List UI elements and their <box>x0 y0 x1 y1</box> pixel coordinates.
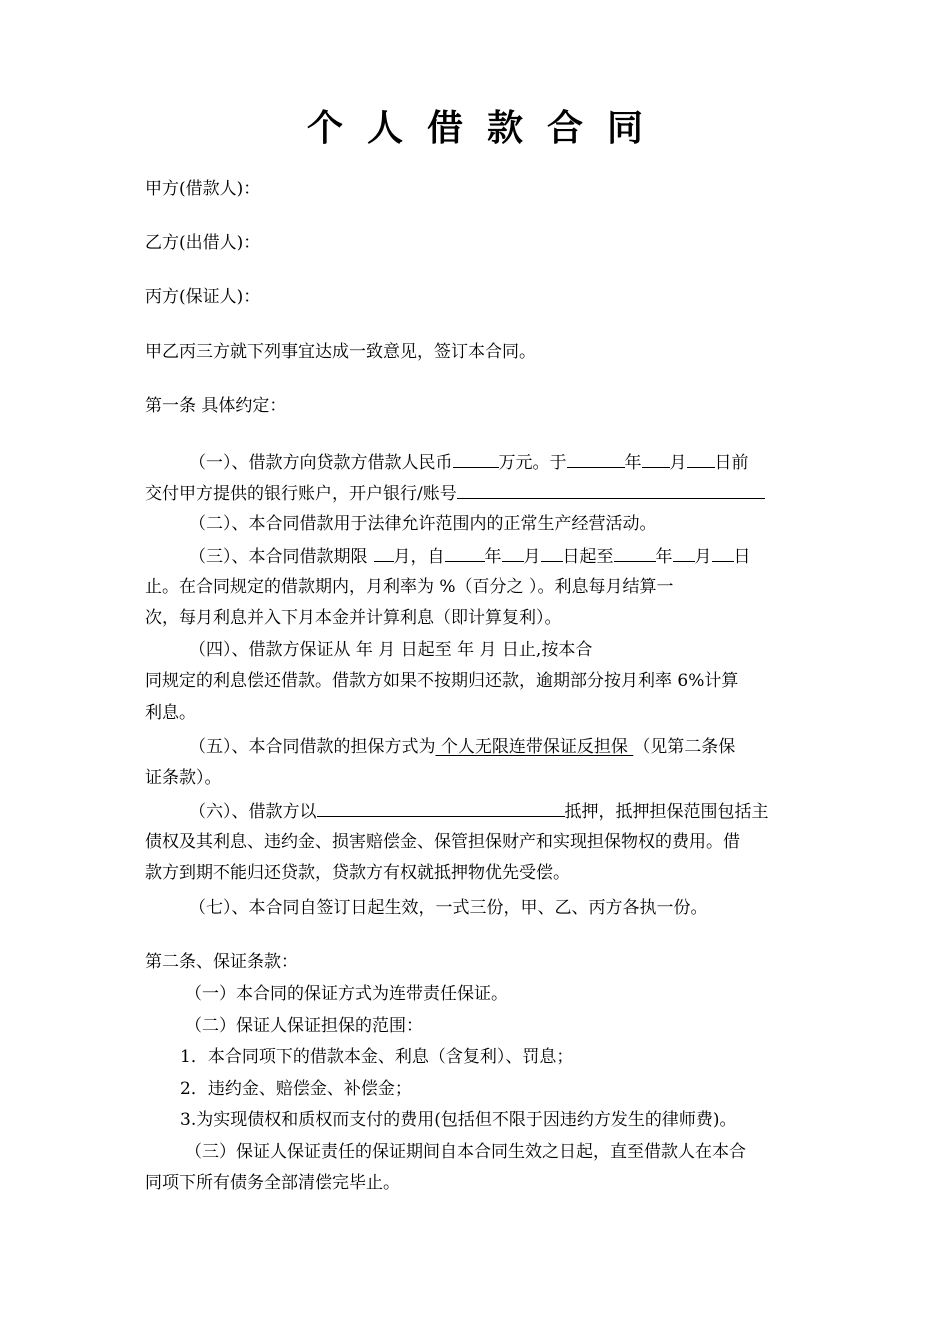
clause3-text-e: 日起至 <box>562 547 614 567</box>
document-title: 个人借款合同 <box>306 107 667 149</box>
end-year-blank[interactable] <box>614 541 656 562</box>
year-blank[interactable] <box>567 447 625 468</box>
clause3-text-f: 年 <box>655 547 673 567</box>
party-borrower: 甲方(借款人)： <box>145 179 261 199</box>
term-months-blank[interactable] <box>374 541 394 562</box>
clause5-line2: 证条款）。 <box>145 768 222 788</box>
article2-item2: （二）保证人保证担保的范围： <box>185 1016 423 1036</box>
clause4-line3: 利息。 <box>145 703 196 723</box>
end-day-blank[interactable] <box>712 541 734 562</box>
clause5-line1 <box>189 733 735 761</box>
clause1-text-b: 万元。于 <box>498 453 567 473</box>
clause3-text-a: （三）、本合同借款期限 <box>189 547 368 567</box>
clause3-line2: 止。在合同规定的借款期内，月利率为 %（百分之 ）。利息每月结算一 <box>145 577 674 597</box>
article2-item2-sub3: 3.为实现债权和质权而支付的费用(包括但不限于因违约方发生的律师费)。 <box>180 1110 737 1130</box>
clause2: （二）、本合同借款用于法律允许范围内的正常生产经营活动。 <box>189 514 657 534</box>
amount-blank[interactable] <box>453 447 499 468</box>
clause1-text-d: 月 <box>669 453 687 473</box>
article2-heading: 第二条、保证条款： <box>145 952 298 972</box>
clause3-text-d: 月 <box>523 547 541 567</box>
guarantee-method-value: 个人无限连带保证反担保 <box>435 737 634 757</box>
article2-item3-line1: （三）保证人保证责任的保证期间自本合同生效之日起，直至借款人在本合 <box>185 1142 746 1162</box>
clause3-text-c: 年 <box>484 547 502 567</box>
intro-paragraph: 甲乙丙三方就下列事宜达成一致意见，签订本合同。 <box>145 342 536 362</box>
clause1-line2 <box>145 478 765 508</box>
clause3-line1 <box>189 541 751 571</box>
clause6-line1 <box>189 796 769 826</box>
start-month-blank[interactable] <box>502 541 524 562</box>
clause6-line3: 款方到期不能归还贷款，贷款方有权就抵押物优先受偿。 <box>145 863 570 883</box>
party-guarantor: 丙方(保证人)： <box>145 287 261 307</box>
article2-item2-sub2: 2．违约金、赔偿金、补偿金； <box>180 1079 412 1099</box>
start-day-blank[interactable] <box>541 541 563 562</box>
clause1-text-f: 交付甲方提供的银行账户，开户银行/账号 <box>145 484 457 504</box>
clause3-line3: 次，每月利息并入下月本金并计算利息（即计算复利）。 <box>145 608 562 628</box>
clause1-text-c: 年 <box>624 453 642 473</box>
clause5-text-c: （见第二条保 <box>633 737 736 757</box>
day-blank[interactable] <box>687 447 715 468</box>
article2-item1: （一）本合同的保证方式为连带责任保证。 <box>185 984 508 1004</box>
article2-item3-line2: 同项下所有债务全部清偿完毕止。 <box>145 1173 400 1193</box>
clause6-line2: 债权及其利息、违约金、损害赔偿金、保管担保财产和实现担保物权的费用。借 <box>145 832 740 852</box>
clause1-text-e: 日前 <box>714 453 749 473</box>
clause4-line1: （四）、借款方保证从 年 月 日起至 年 月 日止,按本合 <box>189 640 593 660</box>
clause4-line2: 同规定的利息偿还借款。借款方如果不按期归还款，逾期部分按月利率 6%计算 <box>145 671 739 691</box>
start-year-blank[interactable] <box>445 541 485 562</box>
clause3-text-g: 月 <box>694 547 712 567</box>
clause6-text-a: （六）、借款方以 <box>189 802 317 822</box>
article1-heading: 第一条 具体约定： <box>145 396 287 416</box>
clause1-text-a: （一）、借款方向贷款方借款人民币 <box>189 453 453 473</box>
article2-item2-sub1: 1．本合同项下的借款本金、利息（含复利）、罚息； <box>180 1047 574 1067</box>
clause1-line1 <box>189 447 749 477</box>
bank-account-blank[interactable] <box>457 478 765 499</box>
month-blank[interactable] <box>642 447 670 468</box>
collateral-blank[interactable] <box>317 796 565 817</box>
clause7: （七）、本合同自签订日起生效，一式三份，甲、乙、丙方各执一份。 <box>189 898 708 918</box>
clause6-text-b: 抵押，抵押担保范围包括主 <box>564 802 769 822</box>
clause3-text-b: 月，自 <box>393 547 445 567</box>
party-lender: 乙方(出借人)： <box>145 233 261 253</box>
clause5-text-a: （五）、本合同借款的担保方式为 <box>189 737 436 757</box>
clause3-text-h: 日 <box>733 547 751 567</box>
end-month-blank[interactable] <box>673 541 695 562</box>
